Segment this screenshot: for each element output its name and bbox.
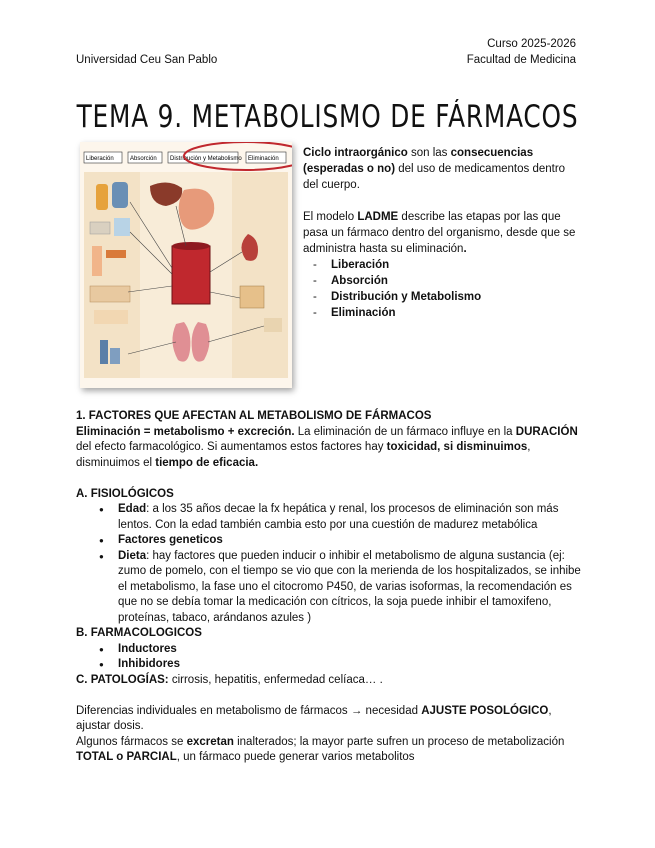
- list-item: ● Edad: a los 35 años decae la fx hepática y renal, los procesos de eliminación son más lentos. Con la edad también cambia esto por una cuestión de madurez metabólica: [118, 502, 586, 533]
- section-paragraph: Eliminación = metabolismo + excreción. La eliminación de un fármaco influye en la DURACIÓN del efecto farmacológico. Si aumentamos estos factores hay toxicidad, si disminuimos, disminuimos el tiempo de eficacia.: [76, 425, 578, 469]
- ladme-list: [303, 257, 578, 321]
- figure-label-distribucion: Distribución y Metabolismo: [170, 156, 242, 162]
- subsection-heading-c: C. PATOLOGÍAS: cirrosis, hepatitis, enfermedad celíaca… .: [76, 673, 383, 686]
- intro-paragraph-1: Ciclo intraorgánico son las consecuencias (esperadas o no) del uso de medicamentos dentro del cuerpo.: [303, 147, 566, 191]
- arm-icon: [92, 246, 102, 276]
- list-item: ● Inductores: [118, 642, 586, 658]
- intro-text: [303, 145, 578, 321]
- figure-label-eliminacion: Eliminación: [248, 156, 279, 162]
- ladme-diagram-image: [80, 142, 292, 388]
- closing-paragraph-2: Algunos fármacos se excretan inalterados; la mayor parte sufren un proceso de metabolización TOTAL o PARCIAL, un fármaco puede generar varios metabolitos: [76, 735, 565, 763]
- list-item: - Eliminación: [303, 305, 578, 321]
- list-item: - Liberación: [303, 257, 578, 273]
- list-item: ● Factores geneticos: [118, 533, 586, 549]
- list-item: - Absorción: [303, 273, 578, 289]
- faculty-label: Facultad de Medicina: [466, 54, 576, 66]
- section-heading: 1. FACTORES QUE AFECTAN AL METABOLISMO DE FÁRMACOS: [76, 410, 432, 422]
- closing-paragraph-1: Diferencias individuales en metabolismo de fármacos → necesidad AJUSTE POSOLÓGICO, ajustar dosis.: [76, 704, 552, 732]
- figure-label-liberacion: Liberación: [86, 156, 114, 162]
- capsule-icon: [96, 184, 108, 210]
- blood-compartment-icon: [172, 246, 210, 304]
- inhaler-icon: [100, 340, 108, 364]
- fisiologicos-list: [76, 502, 586, 626]
- syringe-icon: [114, 218, 130, 236]
- page-title: TEMA 9. METABOLISMO DE FÁRMACOS: [76, 98, 579, 135]
- subsection-heading-a: A. FISIOLÓGICOS: [76, 487, 174, 500]
- course-label: Curso 2025-2026: [487, 38, 576, 50]
- main-body: [76, 409, 586, 766]
- intro-paragraph-2: El modelo LADME describe las etapas por las que pasa un fármaco dentro del organismo, desde que se administra hasta su eliminación.: [303, 211, 576, 255]
- figure-label-absorcion: Absorción: [130, 156, 157, 162]
- list-item: - Distribución y Metabolismo: [303, 289, 578, 305]
- farmacologicos-list: [76, 642, 586, 673]
- list-item: ● Dieta: hay factores que pueden inducir o inhibir el metabolismo de alguna sustancia (ej: zumo de pomelo, con el tiempo se vio que con la merienda de los hospitalizados, se inhibe el metabolismo, la fase uno el citocromo P450, de varias isoformas, la recomendación es que no se debía tomar la medicación con cítricos, la soja puede inhibir el tamoxifeno, proteínas, tabaco, arándanos azules ): [118, 549, 586, 627]
- bottle-icon: [112, 182, 128, 208]
- list-item: ● Inhibidores: [118, 657, 586, 673]
- subsection-heading-b: B. FARMACOLOGICOS: [76, 627, 202, 639]
- university-label: Universidad Ceu San Pablo: [76, 54, 218, 66]
